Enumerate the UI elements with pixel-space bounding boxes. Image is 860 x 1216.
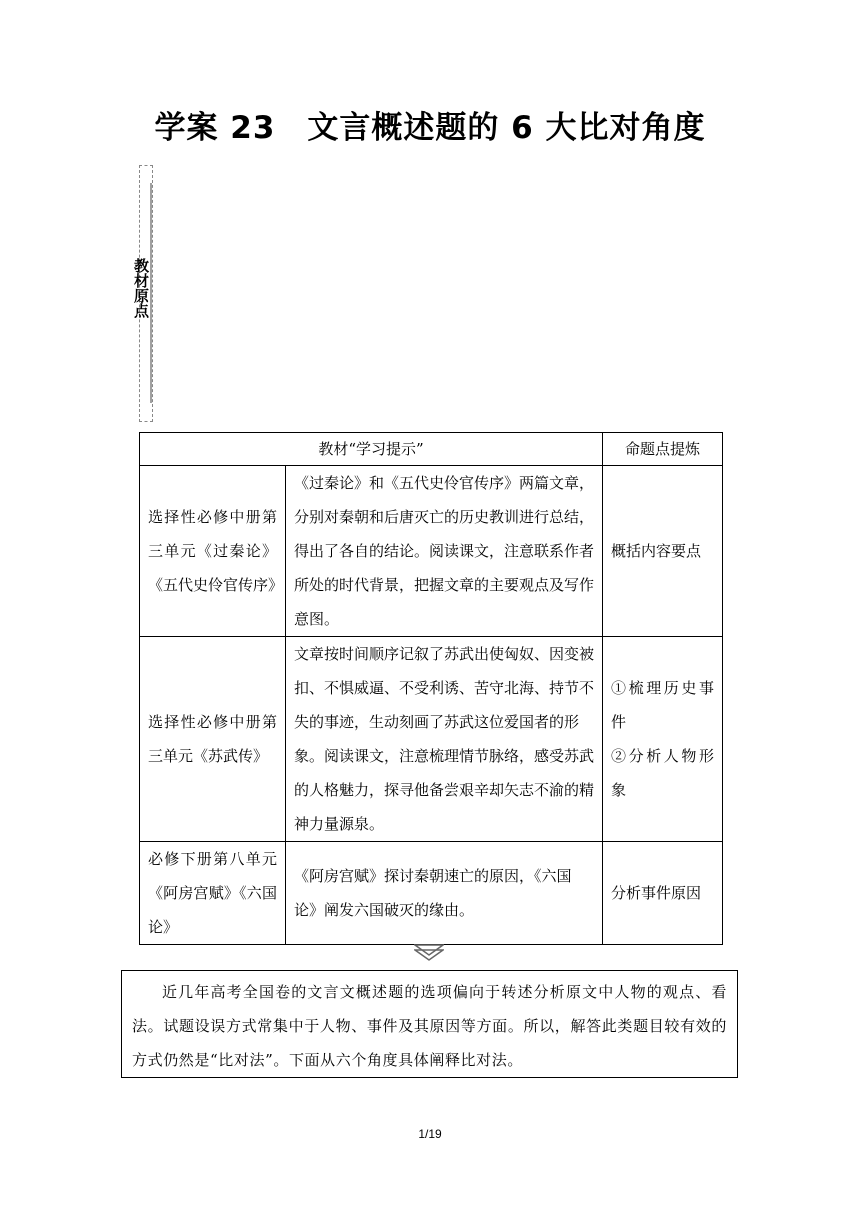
chevron-down-icon xyxy=(414,944,444,966)
side-tab-label: 教材原点 xyxy=(132,258,150,318)
key-point-line: 概括内容要点 xyxy=(611,542,702,560)
table-header-row xyxy=(140,433,723,466)
row-source: 必修下册第八单元《阿房宫赋》《六国论》 xyxy=(140,842,286,945)
header-key-point: 命题点提炼 xyxy=(603,433,723,466)
row-source: 选择性必修中册第三单元《苏武传》 xyxy=(140,637,286,842)
key-point-line: ②分析人物形象 xyxy=(611,747,714,799)
table-row xyxy=(140,842,723,945)
key-point-line: 分析事件原因 xyxy=(611,884,702,902)
key-point-line: ①梳理历史事件 xyxy=(611,679,714,731)
page-number: 1/19 xyxy=(418,1127,442,1141)
row-key-point xyxy=(603,842,723,945)
table-row xyxy=(140,637,723,842)
row-hint: 文章按时间顺序记叙了苏武出使匈奴、因变被扣、不惧威逼、不受利诱、苦守北海、持节不失的事迹，生动刻画了苏武这位爱国者的形象。阅读课文，注意梳理情节脉络，感受苏武的人格魅力，探寻他备尝艰辛却矢志不渝的精神力量源泉。 xyxy=(286,637,603,842)
row-source: 选择性必修中册第三单元《过秦论》《五代史伶官传序》 xyxy=(140,466,286,637)
table-row xyxy=(140,466,723,637)
side-tab-bar xyxy=(150,183,152,403)
row-key-point xyxy=(603,637,723,842)
row-hint: 《过秦论》和《五代史伶官传序》两篇文章，分别对秦朝和后唐灭亡的历史教训进行总结，得出了各自的结论。阅读课文，注意联系作者所处的时代背景，把握文章的主要观点及写作意图。 xyxy=(286,466,603,637)
row-key-point xyxy=(603,466,723,637)
page-title: 学案 23 文言概述题的 6 大比对角度 xyxy=(154,110,706,146)
summary-box: 近几年高考全国卷的文言文概述题的选项偏向于转述分析原文中人物的观点、看法。试题设误方式常集中于人物、事件及其原因等方面。所以，解答此类题目较有效的方式仍然是“比对法”。下面从六个角度具体阐释比对法。 xyxy=(121,970,738,1078)
header-study-hint: 教材“学习提示” xyxy=(140,433,603,466)
row-hint: 《阿房宫赋》探讨秦朝速亡的原因，《六国论》阐发六国破灭的缘由。 xyxy=(286,842,603,945)
study-hint-table xyxy=(139,432,723,945)
